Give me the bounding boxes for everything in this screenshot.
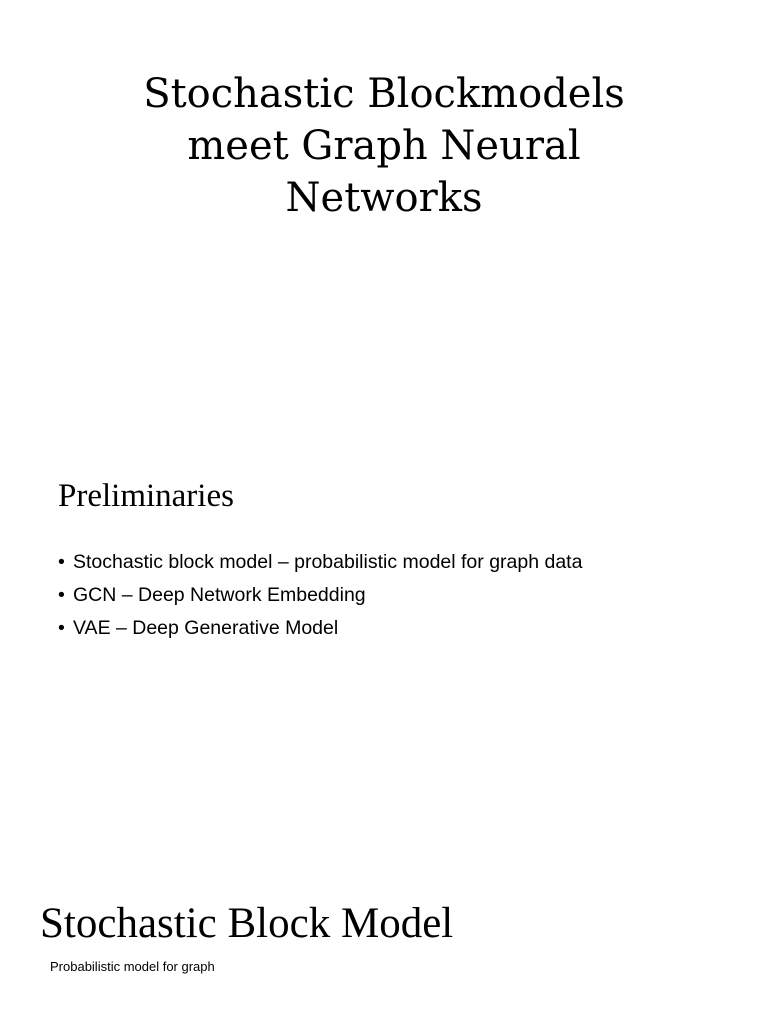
bullet-list — [58, 546, 582, 645]
slide-title: Stochastic Block Model — [40, 900, 454, 947]
bullet-icon: • — [58, 551, 65, 573]
list-item-text: VAE – Deep Generative Model — [73, 617, 339, 639]
bullet-icon: • — [58, 617, 65, 639]
bullet-icon: • — [58, 584, 65, 606]
title-line: Stochastic Blockmodels — [143, 71, 625, 117]
list-item — [58, 546, 582, 579]
list-item — [58, 579, 582, 612]
title-line: meet Graph Neural — [187, 123, 581, 169]
list-item — [58, 612, 582, 645]
slide-title: Preliminaries — [58, 478, 234, 514]
preliminaries-slide — [0, 288, 768, 864]
presentation-title — [0, 68, 768, 224]
slide-subtitle: Probabilistic model for graph — [50, 959, 215, 974]
sbm-slide — [0, 864, 768, 1024]
list-item-text: GCN – Deep Network Embedding — [73, 584, 366, 606]
title-line: Networks — [285, 175, 483, 221]
list-item-text: Stochastic block model – probabilistic model for graph data — [73, 551, 583, 573]
title-slide — [0, 0, 768, 288]
